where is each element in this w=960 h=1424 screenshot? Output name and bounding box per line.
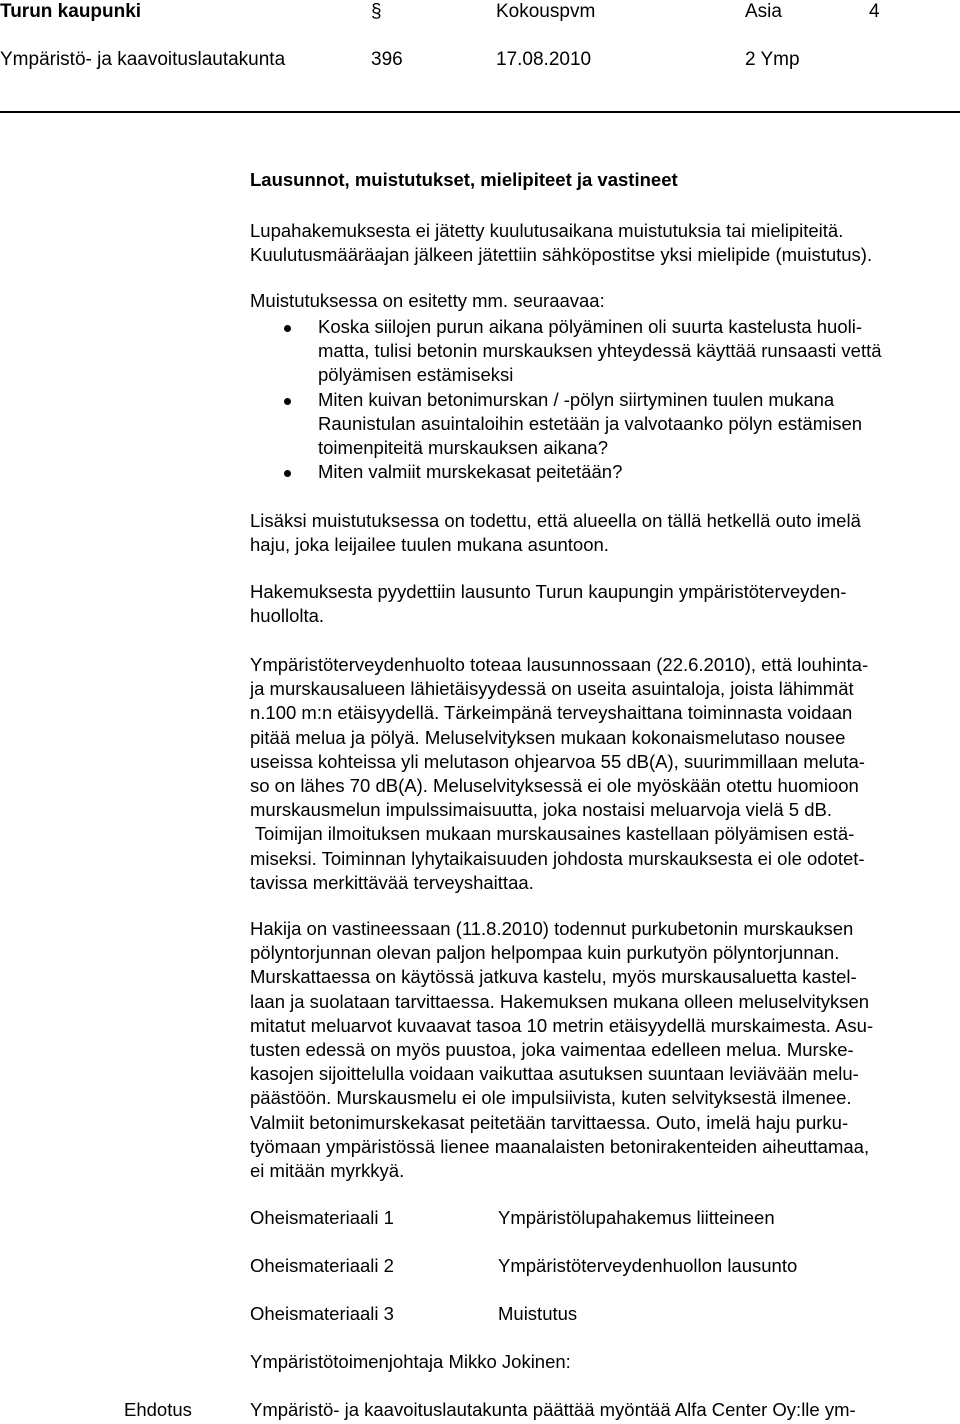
text-line: mitatut meluarvot kuvaavat tasoa 10 metrin etäisyydellä murskaimesta. Asu-	[250, 1014, 874, 1036]
text-line: Lupahakemuksesta ei jätetty kuulutusaikana muistutuksia tai mielipiteitä.	[250, 220, 844, 241]
text-line: ei mitään myrkkyä.	[250, 1160, 405, 1182]
item-label: Asia	[745, 1, 782, 22]
text-line: laan ja suolataan tarvittaessa. Hakemuksen mukana olleen meluselvityksen	[250, 990, 870, 1012]
org-name: Turun kaupunki	[0, 1, 142, 22]
text-line: toimenpiteitä murskauksen aikana?	[318, 437, 608, 459]
text-line: pitää melua ja pölyä. Meluselvityksen mukaan kokonaismelutaso nousee	[250, 726, 846, 748]
meeting-date-label: Kokouspvm	[496, 1, 596, 22]
text-line: Lisäksi muistutuksessa on todettu, että alueella on tällä hetkellä outo imelä	[250, 510, 861, 531]
list-item	[250, 460, 950, 484]
text-line: matta, tulisi betonin murskauksen yhteydessä käyttää runsaasti vettä	[318, 340, 882, 362]
text-line: tavissa merkittävää terveyshaittaa.	[250, 871, 534, 893]
text-line: Miten kuivan betonimurskan / -pölyn siirtyminen tuulen mukana	[318, 388, 835, 410]
proposal-text: Ympäristö- ja kaavoituslautakunta päättää myöntää Alfa Center Oy:lle ym-	[250, 1399, 856, 1420]
proposal-label: Ehdotus	[124, 1399, 192, 1420]
attachment-row	[0, 1206, 960, 1230]
committee-name: Ympäristö- ja kaavoituslautakunta	[0, 49, 286, 70]
text-line: päästöön. Murskausmelu ei ole impulsiivista, kuten selvityksestä ilmenee.	[250, 1087, 852, 1109]
attachment-label: Oheismateriaali 2	[250, 1255, 394, 1276]
text-line: so on lähes 70 dB(A). Meluselvityksessä ei ole myöskään otettu huomioon	[250, 775, 859, 797]
paragraph-odor	[250, 509, 950, 557]
section-mark: §	[371, 1, 382, 22]
attachment-label: Oheismateriaali 1	[250, 1207, 394, 1228]
text-line: useissa kohteissa yli melutason ohjearvoa 55 dB(A), suurimmillaan meluta-	[250, 750, 865, 772]
attachment-title: Ympäristölupahakemus liitteineen	[498, 1207, 775, 1228]
text-line: Valmiit betonimurskekasat peitetään tarvittaessa. Outo, imelä haju purku-	[250, 1111, 849, 1133]
section-heading: Lausunnot, muistutukset, mielipiteet ja vastineet	[250, 169, 678, 190]
signer-line: Ympäristötoimenjohtaja Mikko Jokinen:	[250, 1351, 571, 1372]
page-number: 4	[869, 1, 880, 22]
text-line: Murskattaessa on käytössä jatkuva kastelu, myös murskausaluetta kastel-	[250, 966, 857, 988]
text-line: pölyntorjunnan olevan paljon helpompaa kuin purkutyön pölyntorjunnan.	[250, 942, 840, 964]
bullet-icon	[284, 470, 291, 477]
header-divider	[0, 111, 960, 113]
text-line: Ympäristöterveydenhuolto toteaa lausunnossaan (22.6.2010), että louhinta-	[250, 654, 869, 675]
section-number: 396	[371, 49, 403, 70]
text-line: Hakemuksesta pyydettiin lausunto Turun kaupungin ympäristöterveyden-	[250, 581, 847, 602]
text-line: työmaan ympäristössä lienee maanalaisten betonirakenteiden aiheuttamaa,	[250, 1135, 870, 1157]
text-line: kasojen sijoittelulla voidaan vaikuttaa asutuksen suuntaan leviävään melu-	[250, 1063, 859, 1085]
text-line: miseksi. Toiminnan lyhytaikaisuuden johdosta murskauksesta ei ole odotet-	[250, 847, 865, 869]
text-line: pölyämisen estämiseksi	[318, 364, 514, 386]
text-line: ja murskausalueen lähietäisyydessä on useita asuintaloja, joista lähimmät	[250, 678, 854, 700]
paragraph-applicant-response	[250, 917, 950, 1183]
list-item	[250, 388, 950, 461]
text-line: Raunistulan asuintaloihin estetään ja valvotaanko pölyn estämisen	[318, 412, 863, 434]
objection-intro: Muistutuksessa on esitetty mm. seuraavaa:	[250, 290, 605, 311]
text-line: tusten edessä on myös puustoa, joka vaimentaa edelleen melua. Murske-	[250, 1039, 854, 1061]
text-line: Kuulutusmääräajan jälkeen jätettiin sähköpostitse yksi mielipide (muistutus).	[250, 244, 873, 266]
attachment-row	[0, 1254, 960, 1278]
bullet-icon	[284, 398, 291, 405]
list-item	[250, 315, 950, 388]
bullet-icon	[284, 325, 291, 332]
text-line: n.100 m:n etäisyydellä. Tärkeimpänä terveyshaittana toiminnasta voidaan	[250, 702, 853, 724]
attachment-row	[0, 1302, 960, 1326]
text-line: Koska siilojen purun aikana pölyäminen oli suurta kastelusta huoli-	[318, 316, 863, 337]
text-line: haju, joka leijailee tuulen mukana asuntoon.	[250, 534, 609, 556]
paragraph-notices	[250, 219, 950, 267]
text-line: Hakija on vastineessaan (11.8.2010) todennut purkubetonin murskauksen	[250, 918, 854, 939]
attachment-title: Ympäristöterveydenhuollon lausunto	[498, 1255, 798, 1276]
item-number: 2 Ymp	[745, 49, 800, 70]
meeting-date: 17.08.2010	[496, 49, 592, 70]
paragraph-request	[250, 580, 950, 628]
objection-list	[250, 315, 950, 484]
text-line: Toimijan ilmoituksen mukaan murskausaines kastellaan pölyämisen estä-	[250, 823, 855, 845]
attachment-label: Oheismateriaali 3	[250, 1303, 394, 1324]
attachment-title: Muistutus	[498, 1303, 578, 1324]
text-line: murskausmelun impulssimaisuutta, joka nostaisi meluarvoja vielä 5 dB.	[250, 799, 832, 821]
paragraph-health-statement	[250, 653, 950, 895]
text-line: Miten valmiit murskekasat peitetään?	[318, 461, 623, 483]
text-line: huollolta.	[250, 605, 325, 627]
